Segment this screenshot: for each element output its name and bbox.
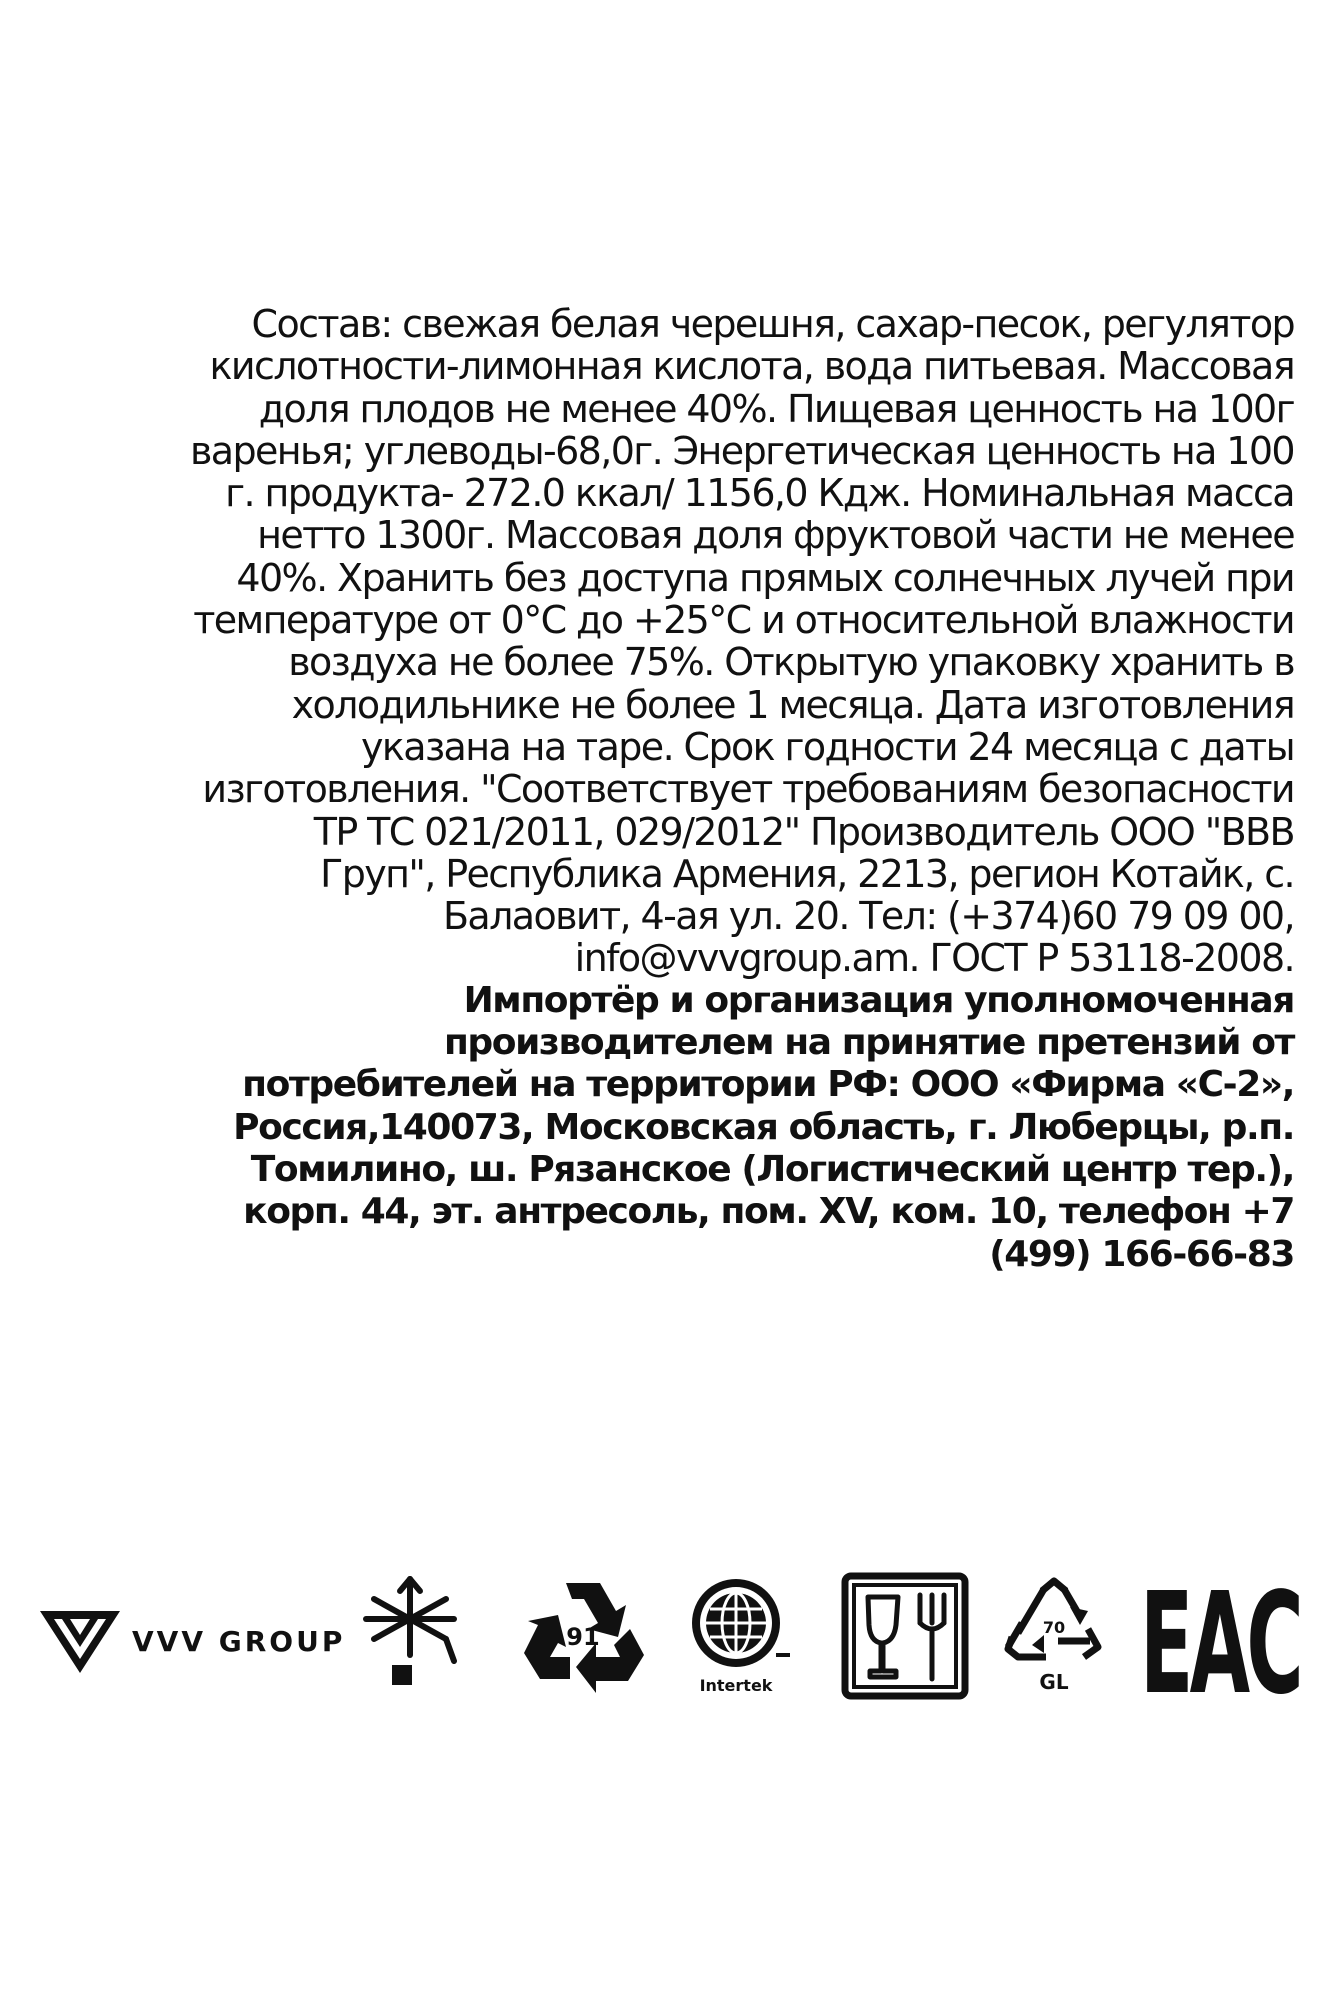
composition-line: варенья; углеводы-68,0г. Энергетическая ценность на 100 bbox=[189, 428, 1294, 473]
food-safe-glass-fork-icon bbox=[840, 1571, 970, 1701]
composition-line: Состав: свежая белая черешня, сахар-песок, регулятор bbox=[251, 302, 1294, 346]
recycle-code: 91 bbox=[566, 1623, 600, 1651]
vvv-logo-icon bbox=[40, 1607, 120, 1677]
composition-line: нетто 1300г. Массовая доля фруктовой части не менее bbox=[257, 513, 1294, 558]
composition-line: Балаовит, 4-ая ул. 20. Тел: (+374)60 79 09 00, bbox=[442, 894, 1294, 939]
composition-text bbox=[36, 303, 1294, 1276]
importer-line: Томилино, ш. Рязанское (Логистический центр тер.), bbox=[250, 1148, 1294, 1190]
importer-line: (499) 166-66-83 bbox=[989, 1233, 1294, 1275]
composition-line: воздуха не более 75%. Открытую упаковку хранить в bbox=[288, 640, 1294, 685]
brand-name: VVV GROUP bbox=[132, 1625, 346, 1658]
composition-line: г. продукта- 272.0 ккал/ 1156,0 Кдж. Номинальная масса bbox=[225, 471, 1294, 516]
composition-line: info@vvvgroup.am. ГОСТ Р 53118-2008. bbox=[574, 936, 1294, 981]
composition-line: доля плодов не менее 40%. Пищевая ценность на 100г bbox=[258, 386, 1294, 431]
symbols-row bbox=[40, 1563, 1300, 1726]
importer-line: потребителей на территории РФ: ООО «Фирма «С-2», bbox=[242, 1064, 1294, 1106]
composition-line: холодильнике не более 1 месяца. Дата изготовления bbox=[291, 682, 1294, 727]
recycle-70-gl-icon bbox=[1004, 1577, 1104, 1697]
importer-text bbox=[36, 980, 1294, 1276]
intertek-globe-icon bbox=[684, 1573, 794, 1698]
recycle-91-icon bbox=[518, 1575, 648, 1695]
eac-mark: ЕАС bbox=[1140, 1563, 1300, 1726]
importer-line: производителем на принятие претензий от bbox=[443, 1022, 1294, 1064]
composition-line: 40%. Хранить без доступа прямых солнечных лучей при bbox=[236, 555, 1294, 600]
importer-line: Россия,140073, Московская область, г. Люберцы, р.п. bbox=[233, 1106, 1294, 1148]
composition-line: указана на таре. Срок годности 24 месяца с даты bbox=[361, 724, 1294, 769]
glass-recycle-code: 70 bbox=[1042, 1618, 1066, 1637]
snowflake-cold-icon bbox=[360, 1573, 460, 1693]
intertek-label: Intertek bbox=[699, 1676, 773, 1695]
composition-line: Груп", Республика Армения, 2213, регион Котайк, с. bbox=[320, 851, 1294, 896]
composition-line: кислотности-лимонная кислота, вода питьевая. Массовая bbox=[209, 344, 1294, 389]
composition-line: изготовления. "Соответствует требованиям безопасности bbox=[202, 767, 1294, 812]
importer-line: корп. 44, эт. антресоль, пом. XV, ком. 10, телефон +7 bbox=[243, 1191, 1294, 1233]
composition-line: температуре от 0°С до +25°С и относительной влажности bbox=[193, 598, 1294, 643]
importer-line: Импортёр и организация уполномоченная bbox=[463, 979, 1294, 1021]
glass-recycle-label: GL bbox=[1039, 1670, 1069, 1694]
composition-line: ТР ТС 021/2011, 029/2012" Производитель ООО "ВВВ bbox=[313, 809, 1294, 854]
